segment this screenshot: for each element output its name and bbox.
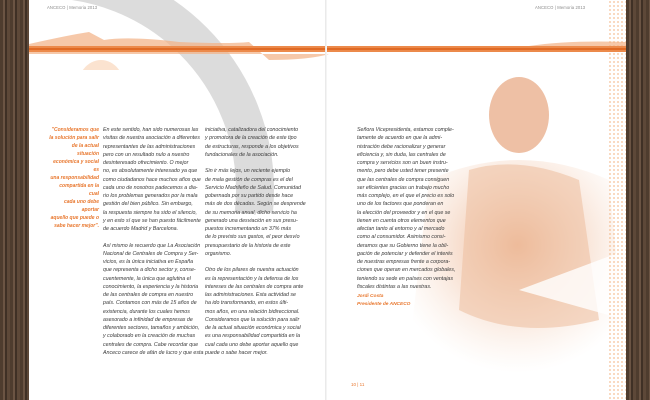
orange-wave-band [29,30,626,70]
text-line: visitas de nuestra asociación a diferentes [103,135,200,142]
text-line: pero con un resultado nulo a nuestro [103,151,190,158]
text-line: centrales de compra. Cabe recordar que [103,341,199,348]
text-line: ha ido transformando, en estos últi- [205,300,289,307]
text-line: como ciudadanos hace muchos años que [103,176,201,183]
text-line: es la representación y la defensa de los [205,275,299,282]
text-line: rio los problemas generados por la mala [103,193,198,199]
text-column-3 [357,126,455,291]
text-line: que las centrales de compra consiguen [357,176,450,183]
text-line: la respuesta siempre ha sido el silencio, [103,209,197,216]
text-line: asesorado a infinidad de empresas de [103,316,193,323]
text-line: no, es absolutamente interesado ya que [103,168,198,175]
text-line: vicios, es la única iniciativa en España [103,259,194,265]
wood-background-right [626,0,650,400]
text-line: la elección del proveedor y en el que se [357,209,451,216]
text-line: intereses de las centrales de compra ante [205,283,304,290]
pull-quote [49,126,99,230]
text-line: que representa a dicho sector y, conse- [103,267,196,274]
text-line: Consideramos que la solución para salir [205,316,300,323]
text-line: más de dos décadas. Según se desprende [205,201,306,208]
text-line: de acuerdo Madrid y Barcelona. [103,226,179,232]
text-line: gestión del bien público. Sin embargo, [103,201,193,208]
pull-quote-line: la solución para salir [49,135,99,141]
text-line: organismo. [205,250,232,257]
paragraph-gap [205,258,306,266]
page-numbers: 10 | 11 [351,382,365,387]
text-line: presupuestario de la historia de este [205,242,291,249]
text-line: gobernada por su partido desde hace [205,193,294,199]
header-left: ANCECO | Memoria 2013 [47,5,98,10]
text-line: teniendo su sede en países con ventajas [357,275,454,282]
text-line: país. Contamos con más de 15 años de [103,300,197,307]
text-line: Otro de los pilares de nuestra actuación [205,267,299,274]
signature [357,293,410,309]
text-line: puede o sabe hacer mejor. [205,349,268,356]
text-line: de nuestras empresas frente a corpora- [357,259,451,265]
text-line: desinteresado ofrecimiento. O mejor [103,160,189,166]
text-column-2 [205,126,306,357]
text-line: cual cada uno debe aportar aquello que [205,341,299,348]
text-line: fundacionales de la asociación. [205,151,279,158]
signature-title: Presidente de ANCECO [357,302,411,307]
signature-name: Jordi Costa [357,294,384,299]
text-line: generado una desviación en sus presu- [205,217,298,224]
text-line: tienen en cuenta otros elementos que [357,217,446,224]
text-line: deramos que su Gobierno tiene la obli- [357,242,449,249]
page-spine [325,0,327,400]
text-line: compra y servicios son un buen instru- [357,160,448,166]
text-line: ser eficientes gracias un trabajo mucho [357,184,450,191]
text-line: Servicio Madrileño de Salud. Comunidad [205,184,301,191]
text-line: gación de potenciar y defender el interés [357,250,453,257]
magazine-spread [29,0,626,400]
text-line: cada uno de nosotros padecemos a dia- [103,184,198,191]
text-line: Sin ir más lejos, un reciente ejemplo [205,168,291,175]
text-line: más complejo, en el que el precio es solo [357,193,455,199]
text-line: de lo previsto sus gastos, el peor desvío [205,234,300,241]
text-line: uno de los factores que ponderan en [357,201,444,208]
text-line: como al consumidor. Asimismo consi- [357,234,446,241]
text-line: nistración debe racionalizar y generar [357,143,446,150]
header-right: ANCECO | Memoria 2013 [535,5,586,10]
pull-quote-line: aquello que puede o [50,215,99,221]
text-line: y colaborado en la creación de muchas [103,333,196,340]
text-line: mento, pero debe usted tener presente [357,168,449,175]
text-line: iniciativa, catalizadora del conocimiento [205,127,299,133]
text-line: ciones que operan en mercados globales, [357,267,456,274]
text-line: Así mismo le recuerdo que La Asociación [103,242,201,249]
text-line: de las centrales de compra en nuestro [103,292,194,298]
pull-quote-line: económica y social es [53,159,99,173]
text-line: de su memoria anual, dicho servicio ha [205,209,297,216]
text-line: de la actual situación económica y social [205,325,301,331]
text-line: diferentes sectores, tamaños y ambición, [103,325,200,331]
pull-quote-line: "Consideramos que [51,127,99,133]
pull-quote-line: sabe hacer mejor". [54,223,99,229]
text-line: las administraciones. Esta actividad se [205,292,296,298]
text-line: Nacional de Centrales de Compra y Ser- [103,250,199,257]
text-line: representantes de las administraciones [103,143,196,150]
text-line: y promotora de la creación de este tipo [205,135,297,142]
text-line: cuentemente, la única que aglutina el [103,275,191,282]
text-line: de mala gestión de compras es el del [205,176,293,183]
pull-quote-line: de la actual situación [71,143,99,157]
text-line: Señora Vicepresidenta, estamos comple- [357,127,454,133]
text-line: afectan tanto al entorno y al mercado [357,226,445,232]
text-line: Anceco carece de afán de lucro y que esta [103,349,204,356]
text-column-1 [103,126,203,357]
text-line: eficiencia y, sin duda, las centrales de [357,151,446,158]
paragraph-gap [205,159,306,167]
pull-quote-line: una responsabilidad [50,175,99,181]
text-line: existencia, durante los cuales hemos [103,308,190,315]
text-line: conocimiento, la experiencia y la historia [103,283,199,290]
text-line: y en esto sí que se han puesto fácilmente [103,217,201,224]
paragraph-gap [103,233,203,241]
text-line: puestos incrementando un 37% más [205,226,291,232]
pull-quote-line: compartida en la cual [59,183,99,197]
text-line: tamente de acuerdo en que la admi- [357,135,443,142]
text-line: de estructuras, responde a los objetivos [205,143,299,150]
wood-background-left [0,0,29,400]
pull-quote-line: cada uno debe aportar [63,199,99,213]
text-line: fiscales distintas a las nuestras. [357,283,432,290]
text-line: En este sentido, han sido numerosas las [103,127,199,133]
text-line: es una responsabilidad compartida en la [205,333,301,340]
text-line: mos años, en una relación bidireccional. [205,308,300,315]
